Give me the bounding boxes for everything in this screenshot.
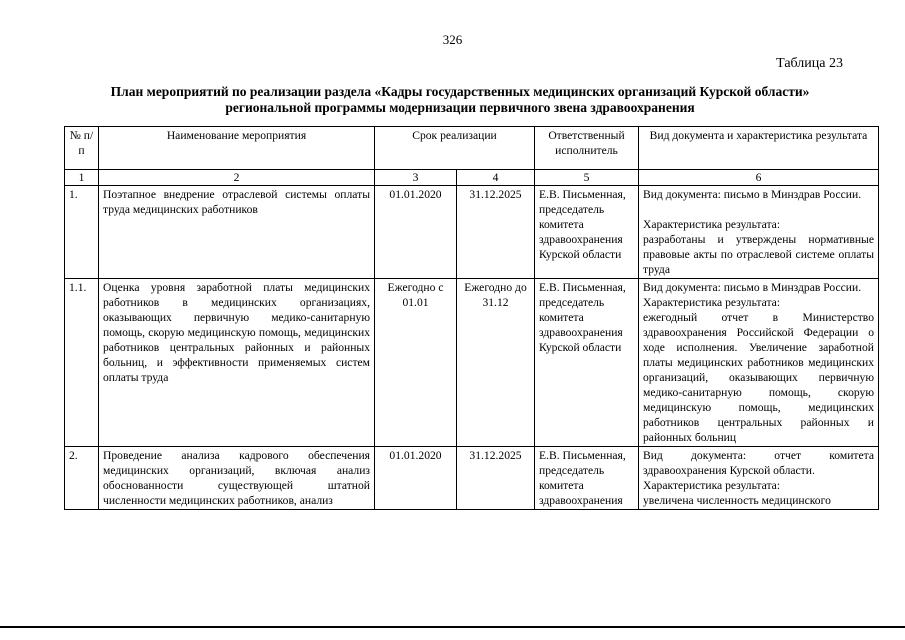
- header-row: [65, 127, 879, 170]
- col-number: 3: [375, 170, 457, 186]
- plan-table: [64, 126, 879, 510]
- row-name: Поэтапное внедрение отраслевой системы оплаты труда медицинских работников: [99, 186, 375, 279]
- row-result: [639, 186, 879, 279]
- result-doc: Вид документа: отчет комитета здравоохранения Курской области.: [643, 449, 874, 477]
- row-result: [639, 447, 879, 510]
- col-number: 5: [535, 170, 639, 186]
- row-end: Ежегодно до 31.12: [457, 279, 535, 447]
- col-number: 6: [639, 170, 879, 186]
- row-start: Ежегодно с 01.01: [375, 279, 457, 447]
- result-doc: Вид документа: письмо в Минздрав России.: [643, 188, 862, 201]
- result-label: Характеристика результата:: [643, 479, 781, 492]
- header-name: Наименование мероприятия: [99, 127, 375, 170]
- title-line-1: План мероприятий по реализации раздела «Кадры государственных медицинских организаций Курской области»: [110, 84, 810, 99]
- table-row: [65, 186, 879, 279]
- row-num: 2.: [65, 447, 99, 510]
- row-name: Проведение анализа кадрового обеспечения медицинских организаций, включая анализ обоснованности существующей штатной численности медицинских работников, анализ: [99, 447, 375, 510]
- row-end: 31.12.2025: [457, 447, 535, 510]
- col-number: 4: [457, 170, 535, 186]
- row-num: 1.: [65, 186, 99, 279]
- result-label: Характеристика результата:: [643, 296, 781, 309]
- result-label: Характеристика результата:: [643, 218, 781, 231]
- title-line-2: региональной программы модернизации первичного звена здравоохранения: [225, 100, 695, 115]
- table-label: Таблица 23: [776, 56, 843, 71]
- table-row: [65, 447, 879, 510]
- result-text: разработаны и утверждены нормативные правовые акты по отраслевой системе оплаты труда: [643, 233, 874, 276]
- header-period: Срок реализации: [375, 127, 535, 170]
- row-executor: Е.В. Письменная, председатель комитета здравоохранения: [535, 447, 639, 510]
- result-doc: Вид документа: письмо в Минздрав России.: [643, 281, 862, 294]
- row-result: [639, 279, 879, 447]
- result-text: увеличена численность медицинского: [643, 494, 831, 507]
- col-number: 2: [99, 170, 375, 186]
- header-result: Вид документа и характеристика результата: [639, 127, 879, 170]
- result-text: ежегодный отчет в Министерство здравоохранения Российской Федерации о ходе исполнения. Увеличение заработной платы медицинских работников медицинских организаций, оказывающих первичную медико-санитарную помощь, скорую медицинскую помощь, медицинских работников центральных районных и районных больниц: [643, 311, 874, 444]
- row-start: 01.01.2020: [375, 447, 457, 510]
- column-number-row: [65, 170, 879, 186]
- document-title: [40, 84, 880, 116]
- row-end: 31.12.2025: [457, 186, 535, 279]
- header-executor: Ответственный исполнитель: [535, 127, 639, 170]
- row-executor: Е.В. Письменная, председатель комитета здравоохранения Курской области: [535, 186, 639, 279]
- col-number: 1: [65, 170, 99, 186]
- header-num: № п/п: [65, 127, 99, 170]
- page-bottom-edge: [0, 626, 905, 628]
- row-start: 01.01.2020: [375, 186, 457, 279]
- page-number: 326: [442, 32, 463, 47]
- table-row: [65, 279, 879, 447]
- row-executor: Е.В. Письменная, председатель комитета здравоохранения Курской области: [535, 279, 639, 447]
- row-num: 1.1.: [65, 279, 99, 447]
- row-name: Оценка уровня заработной платы медицинских работников в медицинских организациях, оказывающих первичную медико-санитарную помощь, скорую медицинскую помощь, медицинских работников центральных районных и районных больниц, и эффективности применяемых систем оплаты труда: [99, 279, 375, 447]
